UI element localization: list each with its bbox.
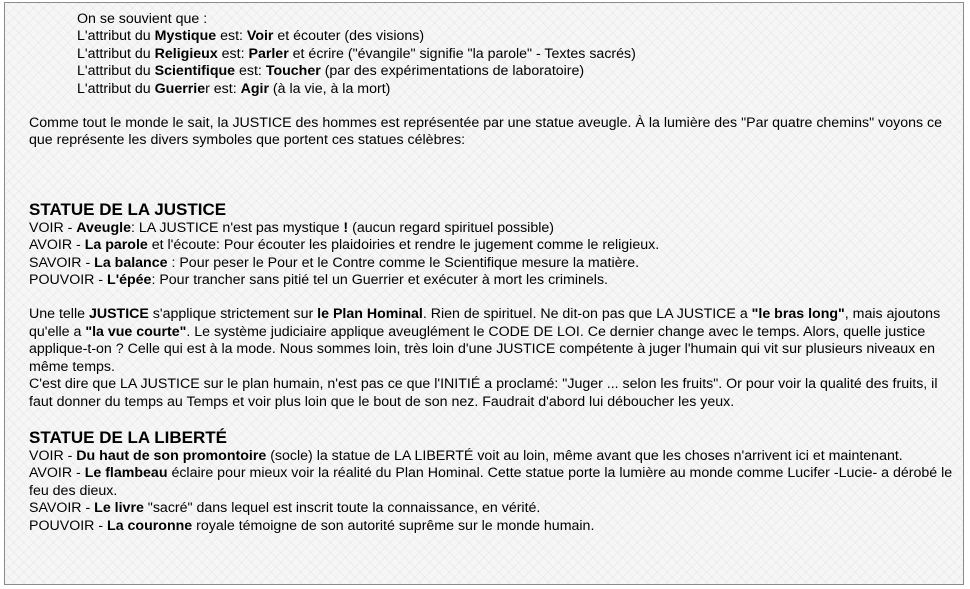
document-frame (4, 2, 964, 585)
justice-paragraph-1: Une telle JUSTICE s'applique strictement sur le Plan Hominal. Rien de spirituel. Ne dit-on pas que LA JUSTICE a "le bras long", mais ajoutons qu'elle a "la vue courte". Le système judiciaire applique aveuglément le CODE DE LOI. Ce dernier change avec le temps. Alors, quelle justice applique-t-on ? Celle qui est à la mode. Nous sommes loin, très loin d'une JUSTICE compétente à juger l'humain qui vit sur plusieurs niveaux en même temps. (29, 306, 941, 375)
justice-item-avoir: AVOIR - La parole et l'écoute: Pour écouter les plaidoiries et rendre le jugement comme le religieux. (29, 237, 660, 254)
intro-opening: On se souvient que : (77, 11, 208, 27)
liberte-item-pouvoir: POUVOIR - La couronne royale témoigne de son autorité suprême sur le monde humain. (29, 517, 595, 534)
liberte-item-savoir: SAVOIR - Le livre "sacré" dans lequel est inscrit toute la connaissance, en vérité. (29, 500, 541, 517)
document-content (29, 11, 959, 535)
heading-justice: STATUE DE LA JUSTICE (29, 199, 227, 219)
intro-paragraph: Comme tout le monde le sait, la JUSTICE des hommes est représentée par une statue aveugle. À la lumière des "Par quatre chemins" voyons ce que représente les divers symboles que portent ces statues célèbres: (29, 115, 943, 149)
intro-line-mystique: L'attribut du Mystique est: Voir et écouter (des visions) (77, 28, 425, 45)
liberte-item-voir: VOIR - Du haut de son promontoire (socle) la statue de LA LIBERTÉ voit au loin, même avant que les choses n'arrivent ici et maintenant. (29, 447, 903, 464)
justice-paragraph-2: C'est dire que LA JUSTICE sur le plan humain, n'est pas ce que l'INITIÉ a proclamé: "Juger ... selon les fruits". Or pour voir la qualité des fruits, il faut donner du temps au Temps et voir plus loin que le bout de son nez. Faudrait d'abord lui déboucher les yeux. (29, 376, 938, 410)
spacer (29, 150, 959, 200)
liberte-item-avoir: AVOIR - Le flambeau éclaire pour mieux voir la réalité du Plan Hominal. Cette statue porte la lumière au monde comme Lucifer -Lucie- a dérobé le feu des dieux. (29, 465, 953, 499)
intro-line-religieux: L'attribut du Religieux est: Parler et écrire ("évangile" signifie "la parole" - Textes sacrés) (77, 45, 636, 62)
heading-liberte: STATUE DE LA LIBERTÉ (29, 427, 228, 447)
intro-block (29, 11, 959, 98)
justice-item-savoir: SAVOIR - La balance : Pour peser le Pour et le Contre comme le Scientifique mesure la matière. (29, 254, 640, 271)
justice-item-pouvoir: POUVOIR - L'épée: Pour trancher sans pitié tel un Guerrier et exécuter à mort les criminels. (29, 272, 608, 289)
justice-item-voir: VOIR - Aveugle: LA JUSTICE n'est pas mystique ! (aucun regard spirituel possible) (29, 219, 554, 236)
section-liberte (29, 428, 959, 535)
intro-line-scientifique: L'attribut du Scientifique est: Toucher (par des expérimentations de laboratoire) (77, 63, 585, 80)
intro-line-guerrier: L'attribut du Guerrier est: Agir (à la vie, à la mort) (77, 80, 391, 97)
section-justice (29, 200, 959, 411)
